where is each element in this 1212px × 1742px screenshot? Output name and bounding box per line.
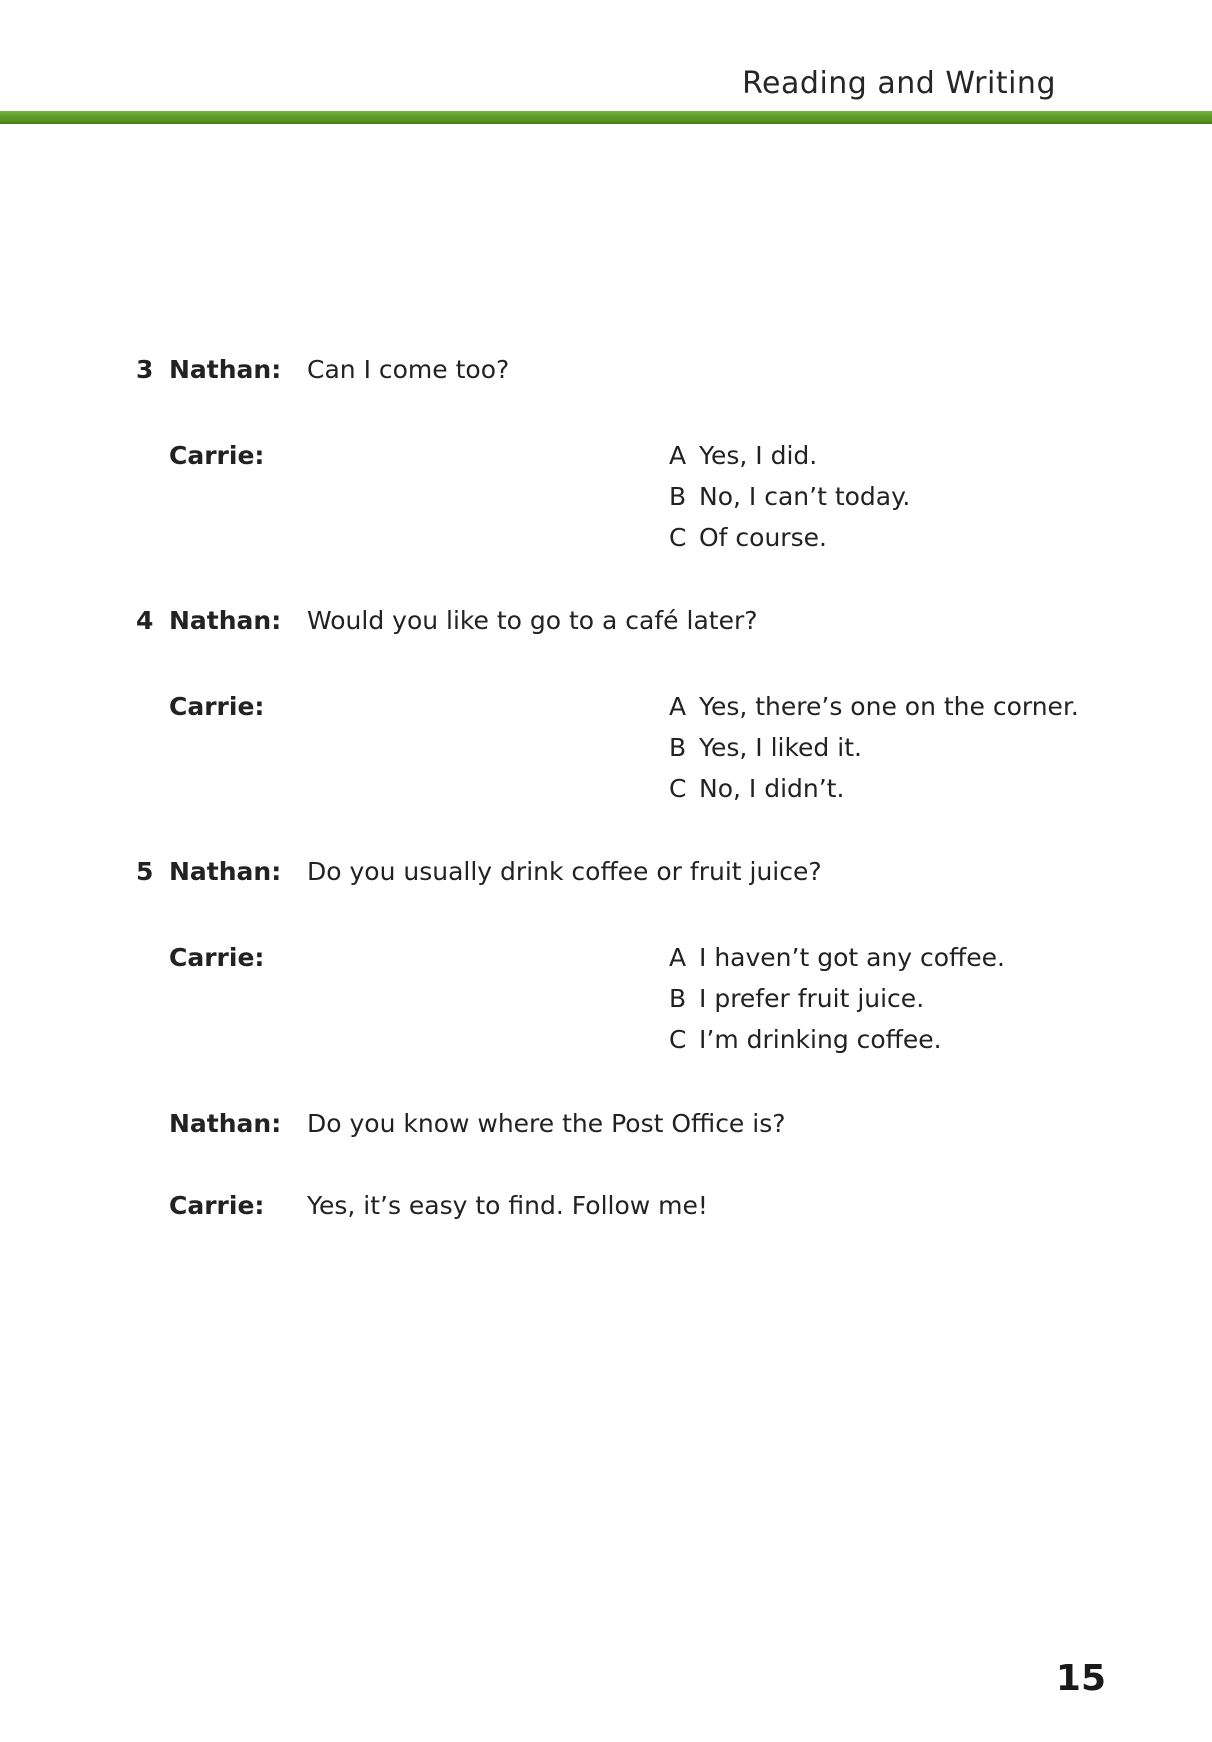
answer-options	[669, 441, 910, 564]
question-number: 5	[136, 857, 154, 886]
speaker-carrie: Carrie:	[169, 943, 265, 972]
option-text: I haven’t got any coffee.	[699, 943, 1005, 972]
nathan-line: Can I come too?	[307, 355, 510, 384]
speaker-carrie: Carrie:	[169, 1191, 265, 1220]
answer-options	[669, 692, 1079, 815]
carrie-line: Yes, it’s easy to find. Follow me!	[307, 1191, 708, 1220]
option-letter: C	[669, 1025, 687, 1054]
speaker-carrie: Carrie:	[169, 441, 265, 470]
option-letter: A	[669, 943, 687, 972]
question-number: 4	[136, 606, 154, 635]
option-a[interactable]	[669, 441, 910, 482]
option-text: Of course.	[699, 523, 827, 552]
option-letter: B	[669, 482, 687, 511]
option-letter: A	[669, 441, 687, 470]
nathan-line: Do you know where the Post Office is?	[307, 1109, 786, 1138]
option-text: No, I didn’t.	[699, 774, 845, 803]
option-a[interactable]	[669, 943, 1005, 984]
speaker-carrie: Carrie:	[169, 692, 265, 721]
nathan-line: Would you like to go to a café later?	[307, 606, 758, 635]
option-text: I’m drinking coffee.	[699, 1025, 942, 1054]
speaker-nathan: Nathan:	[169, 1109, 282, 1138]
option-a[interactable]	[669, 692, 1079, 733]
option-letter: C	[669, 774, 687, 803]
option-letter: A	[669, 692, 687, 721]
page-number: 15	[1055, 1658, 1106, 1699]
option-letter: C	[669, 523, 687, 552]
option-c[interactable]	[669, 774, 1079, 815]
option-c[interactable]	[669, 1025, 1005, 1066]
question-number: 3	[136, 355, 154, 384]
option-text: Yes, I liked it.	[699, 733, 862, 762]
answer-options	[669, 943, 1005, 1066]
section-title: Reading and Writing	[742, 66, 1056, 101]
option-b[interactable]	[669, 733, 1079, 774]
option-text: Yes, I did.	[699, 441, 818, 470]
option-letter: B	[669, 984, 687, 1013]
option-c[interactable]	[669, 523, 910, 564]
option-text: No, I can’t today.	[699, 482, 911, 511]
nathan-line: Do you usually drink coffee or fruit juice?	[307, 857, 822, 886]
option-letter: B	[669, 733, 687, 762]
option-b[interactable]	[669, 482, 910, 523]
option-b[interactable]	[669, 984, 1005, 1025]
speaker-nathan: Nathan:	[169, 355, 282, 384]
option-text: Yes, there’s one on the corner.	[699, 692, 1079, 721]
header-green-rule	[0, 111, 1212, 124]
speaker-nathan: Nathan:	[169, 857, 282, 886]
option-text: I prefer fruit juice.	[699, 984, 925, 1013]
speaker-nathan: Nathan:	[169, 606, 282, 635]
